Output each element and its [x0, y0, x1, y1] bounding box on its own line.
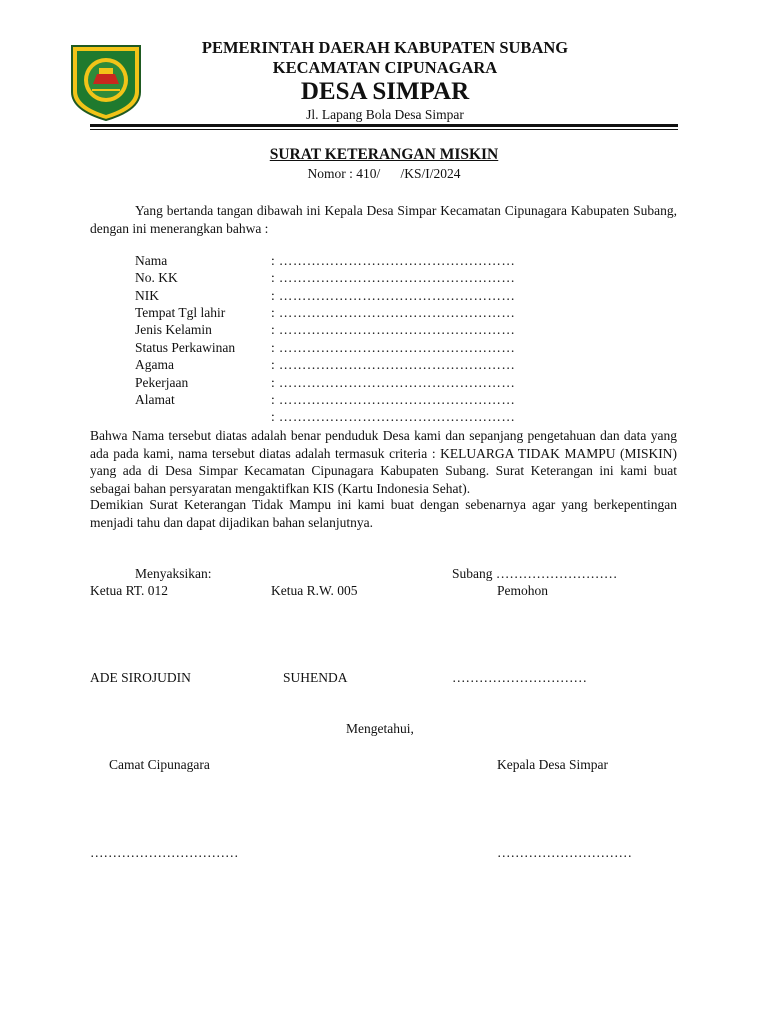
field-label: NIK [135, 288, 159, 303]
field-label: Status Perkawinan [135, 340, 236, 355]
field-value: : …………………………………………… [271, 253, 516, 268]
rt-title: Ketua RT. 012 [90, 583, 169, 598]
place-date: Subang ……………………… [452, 566, 618, 581]
field-label: Tempat Tgl lahir [135, 305, 226, 320]
field-label: Agama [135, 357, 174, 372]
rw-name: SUHENDA [283, 670, 348, 685]
header-village: DESA SIMPAR [300, 78, 470, 105]
field-value: : …………………………………………… [271, 409, 516, 424]
field-label: Alamat [135, 392, 175, 407]
field-label: Jenis Kelamin [135, 322, 212, 337]
header-rule-thin [90, 129, 678, 130]
field-label: Pekerjaan [135, 375, 189, 390]
kades-title: Kepala Desa Simpar [497, 757, 608, 772]
field-value: : …………………………………………… [271, 375, 516, 390]
header-government: PEMERINTAH DAERAH KABUPATEN SUBANG [201, 38, 569, 57]
field-value: : …………………………………………… [271, 305, 516, 320]
camat-title: Camat Cipunagara [109, 757, 210, 772]
acknowledge-label: Mengetahui, [346, 721, 414, 736]
letter-number: Nomor : 410/ /KS/I/2024 [307, 166, 461, 181]
witness-label: Menyaksikan: [135, 566, 212, 581]
rt-name: ADE SIROJUDIN [90, 670, 191, 685]
field-value: : …………………………………………… [271, 270, 516, 285]
field-label: Nama [135, 253, 168, 268]
applicant-title: Pemohon [497, 583, 549, 598]
regency-logo [66, 40, 146, 122]
field-label: No. KK [135, 270, 178, 285]
letter-title: SURAT KETERANGAN MISKIN [269, 146, 499, 163]
field-value: : …………………………………………… [271, 392, 516, 407]
camat-name: …………………………… [90, 845, 239, 860]
field-value: : …………………………………………… [271, 340, 516, 355]
field-value: : …………………………………………… [271, 322, 516, 337]
applicant-name: ………………………… [452, 670, 587, 685]
header-district: KECAMATAN CIPUNAGARA [272, 58, 498, 77]
header-address: Jl. Lapang Bola Desa Simpar [306, 107, 464, 122]
closing-paragraph: Demikian Surat Keterangan Tidak Mampu ini kami buat dengan sebenarnya agar yang berkepentingan menjadi tahu dan dapat dijadikan bahan selanjutnya. [90, 497, 677, 530]
field-value: : …………………………………………… [271, 357, 516, 372]
statement-paragraph: Bahwa Nama tersebut diatas adalah benar penduduk Desa kami dan sepanjang pengetahuan dan data yang ada pada kami, nama tersebut diatas adalah termasuk criteria : KELUARGA TIDAK MAMPU (MISKIN) yang ada di Desa Simpar Kecamatan Cipunagara Kabupaten Subang. Surat Keterangan ini kami buat sebagai bahan persyaratan mengaktifkan KIS (Kartu Indonesia Sehat). [90, 428, 677, 496]
header-rule-thick [90, 124, 678, 127]
field-value: : …………………………………………… [271, 288, 516, 303]
kades-name: ………………………… [497, 845, 632, 860]
rw-title: Ketua R.W. 005 [271, 583, 358, 598]
intro-paragraph: Yang bertanda tangan dibawah ini Kepala Desa Simpar Kecamatan Cipunagara Kabupaten Subang, dengan ini menerangkan bahwa : [90, 203, 677, 236]
